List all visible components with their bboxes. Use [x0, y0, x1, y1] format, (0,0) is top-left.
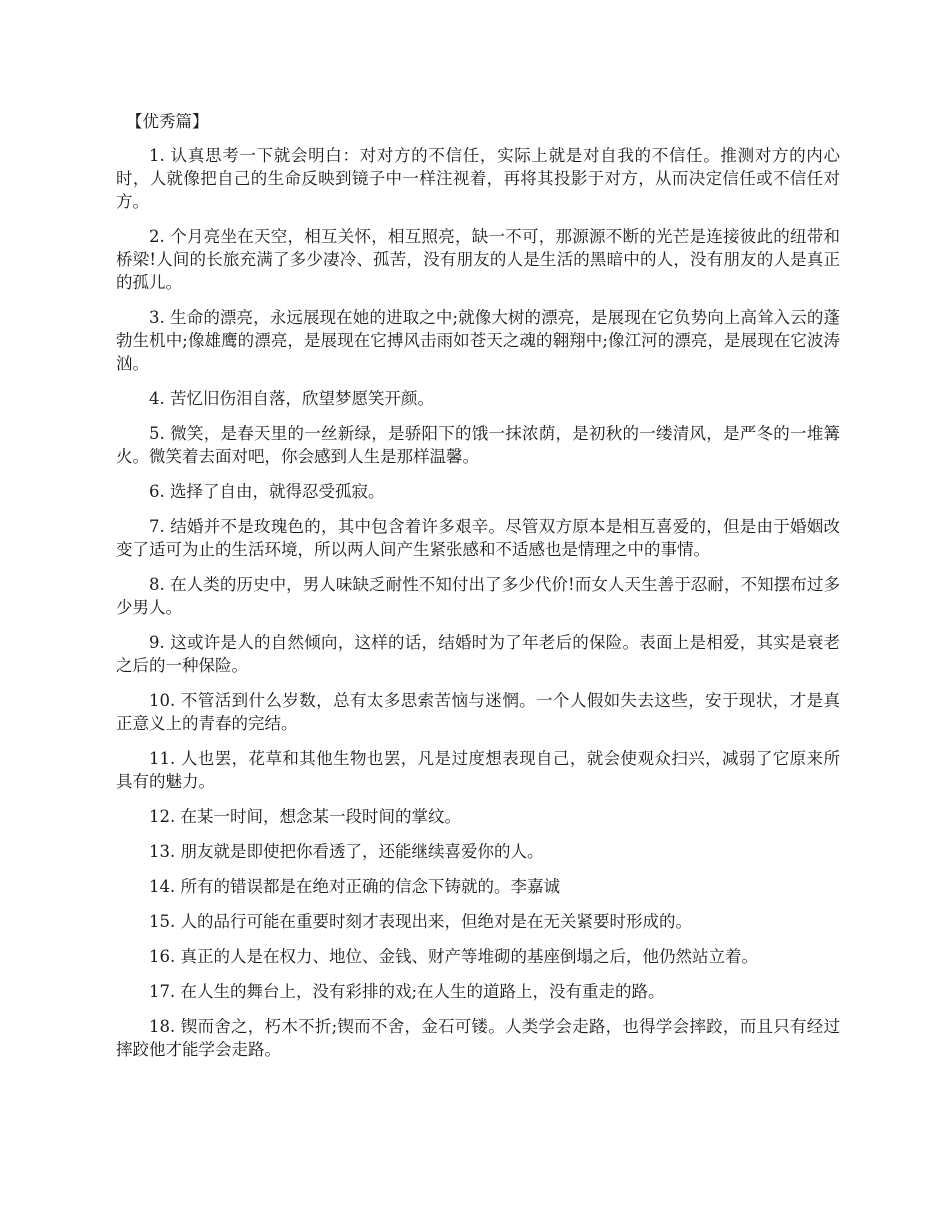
document-body: [116, 110, 840, 1073]
paragraph-1: 1. 认真思考一下就会明白：对对方的不信任，实际上就是对自我的不信任。推测对方的内心时，人就像把自己的生命反映到镜子中一样注视着，再将其投影于对方，从而决定信任或不信任对方。: [116, 146, 840, 211]
section-heading: 【优秀篇】: [126, 112, 209, 131]
paragraph-14: 14. 所有的错误都是在绝对正确的信念下铸就的。李嘉诚: [149, 877, 560, 896]
paragraph-12: 12. 在某一时间，想念某一段时间的掌纹。: [149, 807, 461, 826]
paragraph-9: 9. 这或许是人的自然倾向，这样的话，结婚时为了年老后的保险。表面上是相爱，其实是衰老之后的一种保险。: [116, 633, 840, 675]
paragraph-6: 6. 选择了自由，就得忍受孤寂。: [149, 482, 385, 501]
paragraph-5: 5. 微笑，是春天里的一丝新绿，是骄阳下的饿一抹浓荫，是初秋的一缕清风，是严冬的一堆篝火。微笑着去面对吧，你会感到人生是那样温馨。: [116, 424, 840, 466]
paragraph-18: 18. 锲而舍之，朽木不折;锲而不舍，金石可镂。人类学会走路，也得学会摔跤，而且只有经过摔跤他才能学会走路。: [116, 1017, 840, 1059]
paragraph-4: 4. 苦忆旧伤泪自落，欣望梦愿笑开颜。: [149, 389, 434, 408]
paragraph-15: 15. 人的品行可能在重要时刻才表现出来，但绝对是在无关紧要时形成的。: [149, 912, 692, 931]
paragraph-8: 8. 在人类的历史中，男人味缺乏耐性不知付出了多少代价!而女人天生善于忍耐，不知摆布过多少男人。: [116, 575, 840, 617]
paragraph-13: 13. 朋友就是即使把你看透了，还能继续喜爱你的人。: [149, 842, 544, 861]
paragraph-16: 16. 真正的人是在权力、地位、金钱、财产等堆砌的基座倒塌之后，他仍然站立着。: [149, 947, 758, 966]
paragraph-7: 7. 结婚并不是玫瑰色的，其中包含着许多艰辛。尽管双方原本是相互喜爱的，但是由于婚姻改变了适可为止的生活环境，所以两人间产生紧张感和不适感也是情理之中的事情。: [116, 517, 840, 559]
paragraph-17: 17. 在人生的舞台上，没有彩排的戏;在人生的道路上，没有重走的路。: [149, 982, 665, 1001]
paragraph-10: 10. 不管活到什么岁数，总有太多思索苦恼与迷惘。一个人假如失去这些，安于现状，才是真正意义上的青春的完结。: [116, 691, 840, 733]
paragraph-3: 3. 生命的漂亮，永远展现在她的进取之中;就像大树的漂亮，是展现在它负势向上高耸入云的蓬勃生机中;像雄鹰的漂亮，是展现在它搏风击雨如苍天之魂的翱翔中;像江河的漂亮，是展现在它波涛汹。: [116, 308, 840, 373]
paragraph-2: 2. 个月亮坐在天空，相互关怀，相互照亮，缺一不可，那源源不断的光芒是连接彼此的纽带和桥梁!人间的长旅充满了多少凄冷、孤苦，没有朋友的人是生活的黑暗中的人，没有朋友的人是真正的孤儿。: [116, 227, 840, 292]
paragraph-11: 11. 人也罢，花草和其他生物也罢，凡是过度想表现自己，就会使观众扫兴，减弱了它原来所具有的魅力。: [116, 749, 840, 791]
